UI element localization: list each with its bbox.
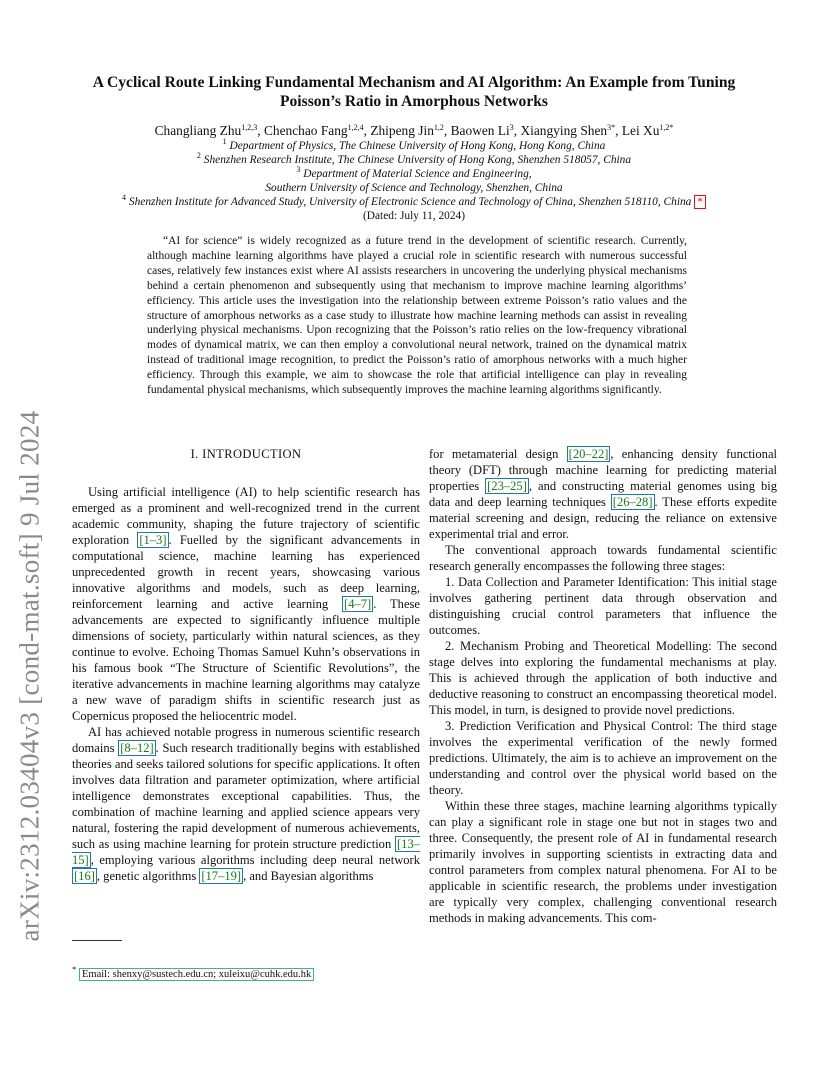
abstract: “AI for science” is widely recognized as a future trend in the development of scientific research. Currently, although machine learning algorithms have played a crucial role in scientific research with numerous successful cases, relatively few instances exist where AI assists researchers in uncovering the underlying physical mechanisms behind a certain phenomenon and subsequently using that mechanism to improve machine learning algorithms’ efficiency. This article uses the investigation into the relationship between extreme Poisson’s ratio values and the structure of amorphous networks as a case study to illustrate how machine learning methods can assist in revealing underlying physical mechanisms. Upon recognizing that the Poisson’s ratio relies on the low-frequency vibrational modes of dynamical matrix, we can then employ a convolutional neural network, trained on the dynamical matrix instead of traditional image recognition, to predict the Poisson’s ratio of amorphous networks with a much higher efficiency. Through this example, we aim to showcase the role that artificial intelligence can play in revealing fundamental physical mechanisms, which subsequently improves the machine learning algorithms significantly. xyxy=(147,235,687,397)
footnote: * Email: shenxy@sustech.edu.cn; xuleixu@cuhk.edu.hk xyxy=(72,964,314,980)
left-column xyxy=(72,446,420,884)
arxiv-sidebar xyxy=(0,0,60,1072)
author: Changliang Zhu$^{1,2,3}$ xyxy=(154,123,258,138)
affiliation-3: $^3$ Department of Material Science and Engineering, xyxy=(296,165,532,180)
author-affiliation-mark: 1,2,3 xyxy=(241,123,258,132)
citation-link[interactable]: [17–19] xyxy=(201,869,242,883)
affiliation-4: $^4$ Shenzhen Institute for Advanced Study, University of Electronic Science and Technology of China, Shenzhen 518110, China * xyxy=(70,195,758,210)
citation-link[interactable]: [1–3] xyxy=(139,533,167,547)
citation-link[interactable]: [26–28] xyxy=(612,495,653,509)
dated-line: (Dated: July 11, 2024) xyxy=(362,210,466,222)
citation-link[interactable]: [13–15] xyxy=(72,837,420,867)
footnote-rule xyxy=(72,940,122,941)
author-list: Changliang Zhu$^{1,2,3}$, Chenchao Fang$^{1,2,4}$, Zhipeng Jin$^{1,2}$, Baowen Li$^3$, Xiangying Shen$^{3*}$, Lei $Xu^{1,2*}$ xyxy=(154,123,674,138)
paragraph: Using artificial intelligence (AI) to help scientific research has emerged as a prominent and well-recognized trend in the current academic community, shaping the future trajectory of scientific exploration [1–3] . Fuelled by the significant advancements in computational science, machine learning has experienced unprecedented growth in recent years, showcasing various innovative algorithms and models, such as deep learning, reinforcement learning and active learning [4–7] . These advancements are expected to significantly influence multiple dimensions of society, particularly within natural sciences, as they continue to evolve. Echoing Thomas Samuel Kuhn’s observations in his famous book “The Structure of Scientific Revolutions”, the iterative advancements in machine learning algorithms may catalyze a new wave of paradigm shifts in scientific research just as Copernicus proposed the heliocentric model. xyxy=(72,485,420,723)
citation-link[interactable]: [4–7] xyxy=(344,597,372,611)
paragraph: The conventional approach towards fundamental scientific research generally encompasses the following three stages: xyxy=(429,543,777,573)
paragraph: 3. Prediction Verification and Physical Control: The third stage involves the experimental verification of the newly formed predictions. Ultimately, the aim is to achieve an improvement on the understanding and control over the physical world based on the theory. xyxy=(429,719,777,797)
paragraph: for metamaterial design [20–22] , enhancing density functional theory (DFT) through machine learning for predicting material properties [23–25] , and constructing material genomes using big data and deep learning techniques [26–28] . These efforts expedite material screening and design, reducing the reliance on extensive experimental trial and error. xyxy=(429,447,777,541)
paper-title: A Cyclical Route Linking Fundamental Mechanism and AI Algorithm: An Example from Tuning Poisson’s Ratio in Amorphous Networks xyxy=(92,74,736,110)
author: Lei $Xu^{1,2*}$ xyxy=(621,123,674,138)
author-affiliation-mark: 3 xyxy=(509,123,514,132)
affiliation-3-cont: Southern University of Science and Technology, Shenzhen, China xyxy=(265,182,563,194)
paragraph: 1. Data Collection and Parameter Identification: This initial stage involves gathering pertinent data through observation and distinguishing crucial control parameters that influence the outcomes. xyxy=(429,575,777,637)
author-affiliation-mark: 3* xyxy=(607,123,616,132)
email-link[interactable]: Email: shenxy@sustech.edu.cn; xuleixu@cuhk.edu.hk xyxy=(79,968,314,981)
affiliation-2: $^2$ Shenzhen Research Institute, The Chinese University of Hong Kong, Shenzhen 518057, China xyxy=(196,151,632,166)
author: Xiangying Shen$^{3*}$ xyxy=(520,123,616,138)
author: Baowen Li$^3$ xyxy=(450,123,514,138)
paragraph: 2. Mechanism Probing and Theoretical Modelling: The second stage delves into exploring the fundamental mechanisms at play. This is achieved through the application of both inductive and deductive reasoning to construct an encompassing theoretical model. This model, in turn, is designed to provide novel predictions. xyxy=(429,639,777,717)
author-affiliation-mark: 1,2,4 xyxy=(347,123,364,132)
author-affiliation-mark: 1,2* xyxy=(659,123,674,132)
affiliation-1: $^1$ Department of Physics, The Chinese University of Hong Kong, Hong Kong, China xyxy=(222,137,606,152)
section-heading: I. INTRODUCTION xyxy=(190,447,302,461)
author: Chenchao Fang$^{1,2,4}$ xyxy=(263,123,364,138)
author-affiliation-mark: 1,2 xyxy=(433,123,444,132)
citation-link[interactable]: [8–12] xyxy=(120,741,154,755)
citation-link[interactable]: [20–22] xyxy=(568,447,609,461)
paragraph: AI has achieved notable progress in numerous scientific research domains [8–12] . Such research traditionally begins with established theories and seeks tailored solutions for specific applications. It often involves data filtration and parameter optimization, where artificial intelligence demonstrates exceptional capabilities. Thus, the combination of machine learning and applied science appears very natural, fostering the rapid development of numerous achievements, such as using machine learning for protein structure prediction [13–15] , employing various algorithms including deep neural network [16] , genetic algorithms [17–19] , and Bayesian algorithms xyxy=(72,725,420,883)
paragraph: Within these three stages, machine learning algorithms typically can play a significant role in stage one but not in stages two and three. Consequently, the present role of AI in fundamental research primarily involves in supporting scientists in extracting data and control parameters from complex natural phenomena. For AI to be applicable in scientific research, the problems under investigation are typically very complex, challenging conventional research methods in making advancements. This com- xyxy=(429,799,777,925)
right-column xyxy=(429,446,777,926)
citation-link[interactable]: [23–25] xyxy=(487,479,527,493)
arxiv-identifier: arXiv:2312.03404v3 [cond-mat.soft] 9 Jul 2024 xyxy=(14,410,45,942)
footnote-link[interactable]: * xyxy=(694,195,706,209)
author: Zhipeng Jin$^{1,2}$ xyxy=(370,123,444,138)
citation-link[interactable]: [16] xyxy=(74,869,95,883)
